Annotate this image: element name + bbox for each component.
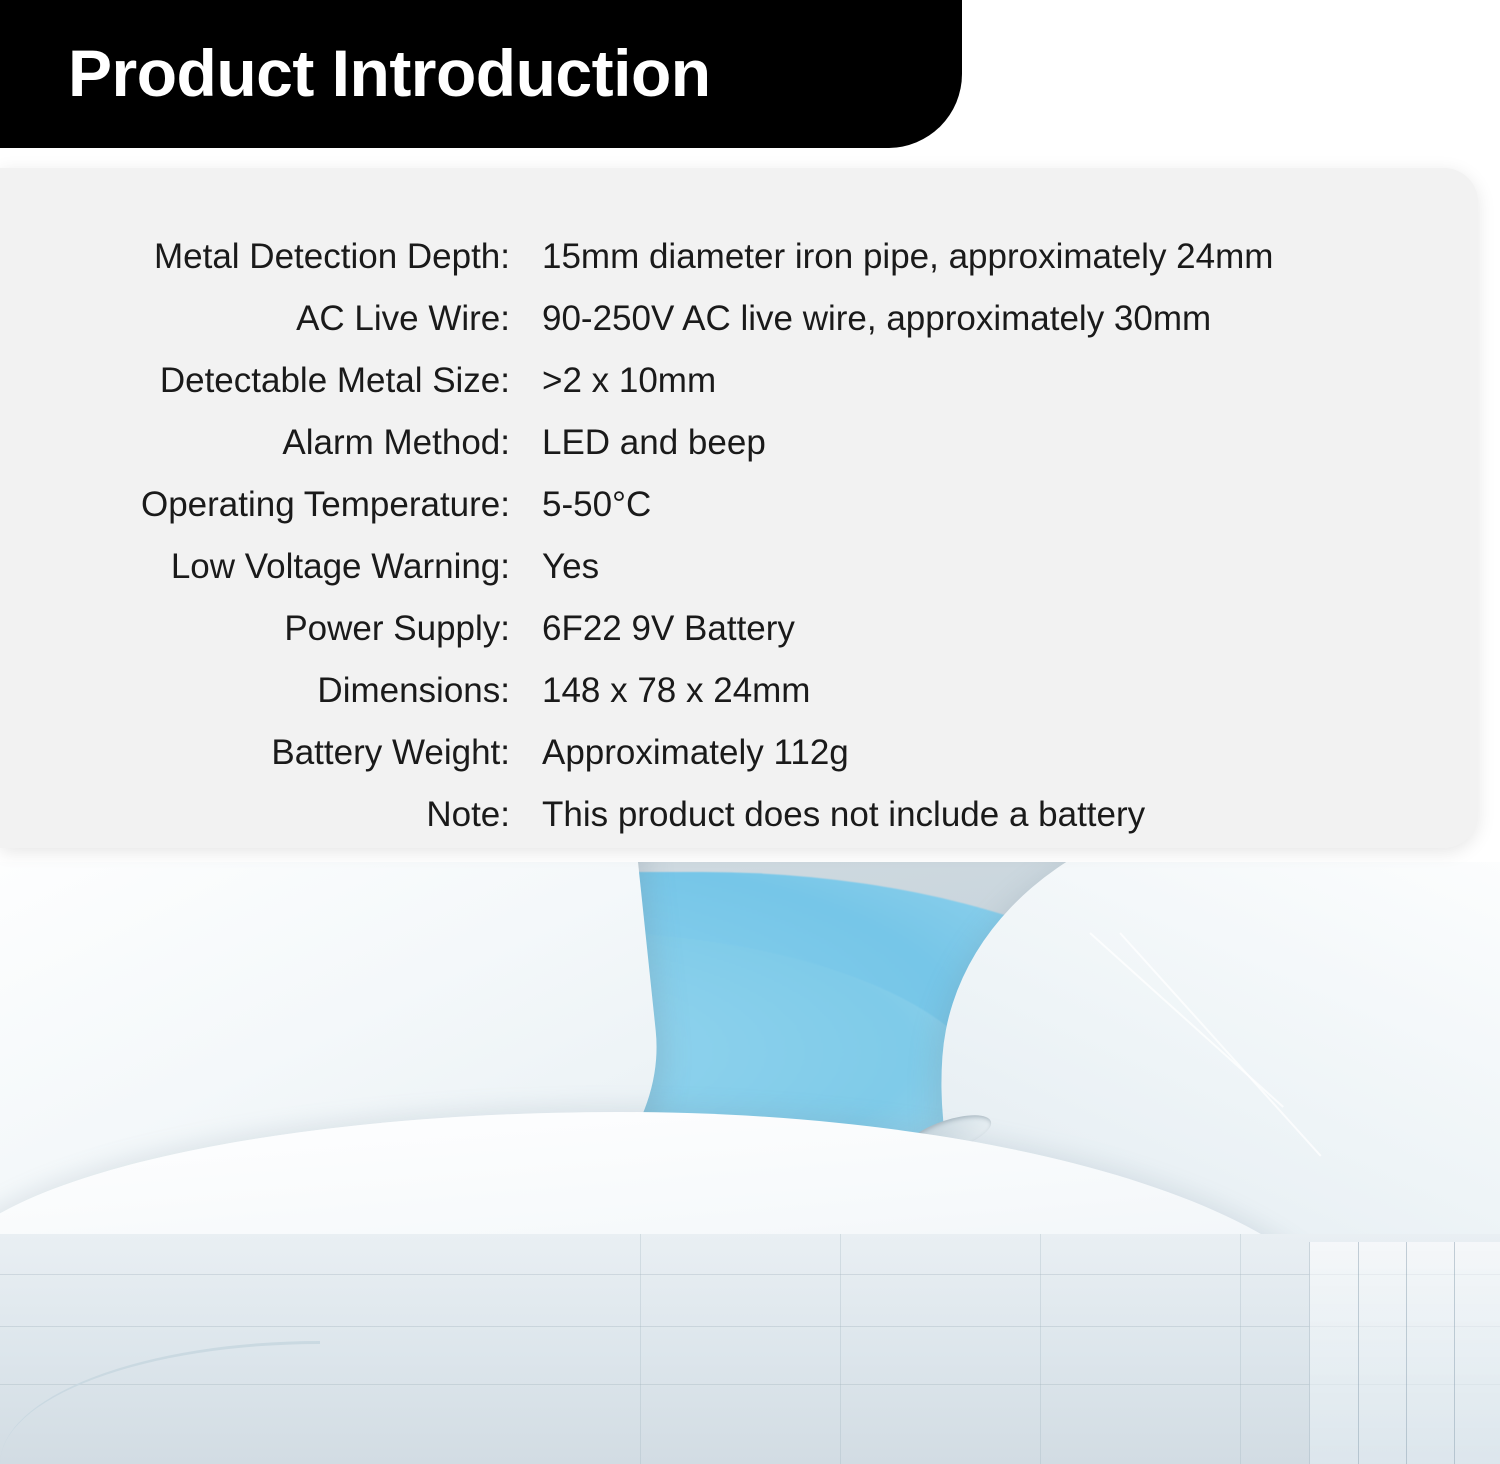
spec-label: Low Voltage Warning: bbox=[170, 547, 510, 586]
table-row bbox=[0, 784, 1478, 846]
floor-grid-line bbox=[840, 1234, 841, 1464]
spec-value: LED and beep bbox=[542, 423, 766, 462]
spec-label: Metal Detection Depth: bbox=[153, 237, 510, 276]
floor-grid-line bbox=[0, 1326, 1500, 1327]
spec-label: Battery Weight: bbox=[271, 733, 510, 772]
spec-value: 90-250V AC live wire, approximately 30mm bbox=[542, 299, 1212, 338]
spec-label: AC Live Wire: bbox=[296, 299, 510, 338]
table-row bbox=[0, 350, 1478, 412]
table-row bbox=[0, 226, 1478, 288]
spec-value: Approximately 112g bbox=[542, 733, 849, 772]
spec-value: 148 x 78 x 24mm bbox=[542, 671, 811, 710]
table-row bbox=[0, 722, 1478, 784]
floor-grid-line bbox=[1240, 1234, 1241, 1464]
right-wall-panel bbox=[1309, 1242, 1500, 1464]
spec-label: Note: bbox=[426, 795, 510, 834]
spec-value: >2 x 10mm bbox=[542, 361, 717, 400]
table-row bbox=[0, 288, 1478, 350]
spec-label: Power Supply: bbox=[284, 609, 510, 648]
table-row bbox=[0, 660, 1478, 722]
spec-label: Detectable Metal Size: bbox=[159, 361, 510, 400]
panel-mullion bbox=[1454, 1242, 1455, 1464]
spec-value: Yes bbox=[542, 547, 600, 586]
specification-card bbox=[0, 168, 1478, 848]
floor-grid-line bbox=[0, 1274, 1500, 1275]
spec-value: 6F22 9V Battery bbox=[542, 609, 795, 648]
table-row bbox=[0, 598, 1478, 660]
panel-mullion bbox=[1406, 1242, 1407, 1464]
spec-label: Dimensions: bbox=[317, 671, 510, 710]
title-banner bbox=[0, 0, 962, 148]
spec-label: Operating Temperature: bbox=[140, 485, 510, 524]
table-row bbox=[0, 536, 1478, 598]
specification-table bbox=[0, 226, 1478, 846]
spec-value: 5-50°C bbox=[542, 485, 652, 524]
spec-value: 15mm diameter iron pipe, approximately 24mm bbox=[542, 237, 1274, 276]
spec-value: This product does not include a battery bbox=[542, 795, 1146, 834]
table-row bbox=[0, 412, 1478, 474]
floor-grid-line bbox=[1040, 1234, 1041, 1464]
floor-grid-line bbox=[640, 1234, 641, 1464]
background-architecture-photo bbox=[0, 862, 1500, 1464]
page-title: Product Introduction bbox=[68, 36, 711, 110]
panel-mullion bbox=[1358, 1242, 1359, 1464]
table-row bbox=[0, 474, 1478, 536]
spec-label: Alarm Method: bbox=[282, 423, 510, 462]
